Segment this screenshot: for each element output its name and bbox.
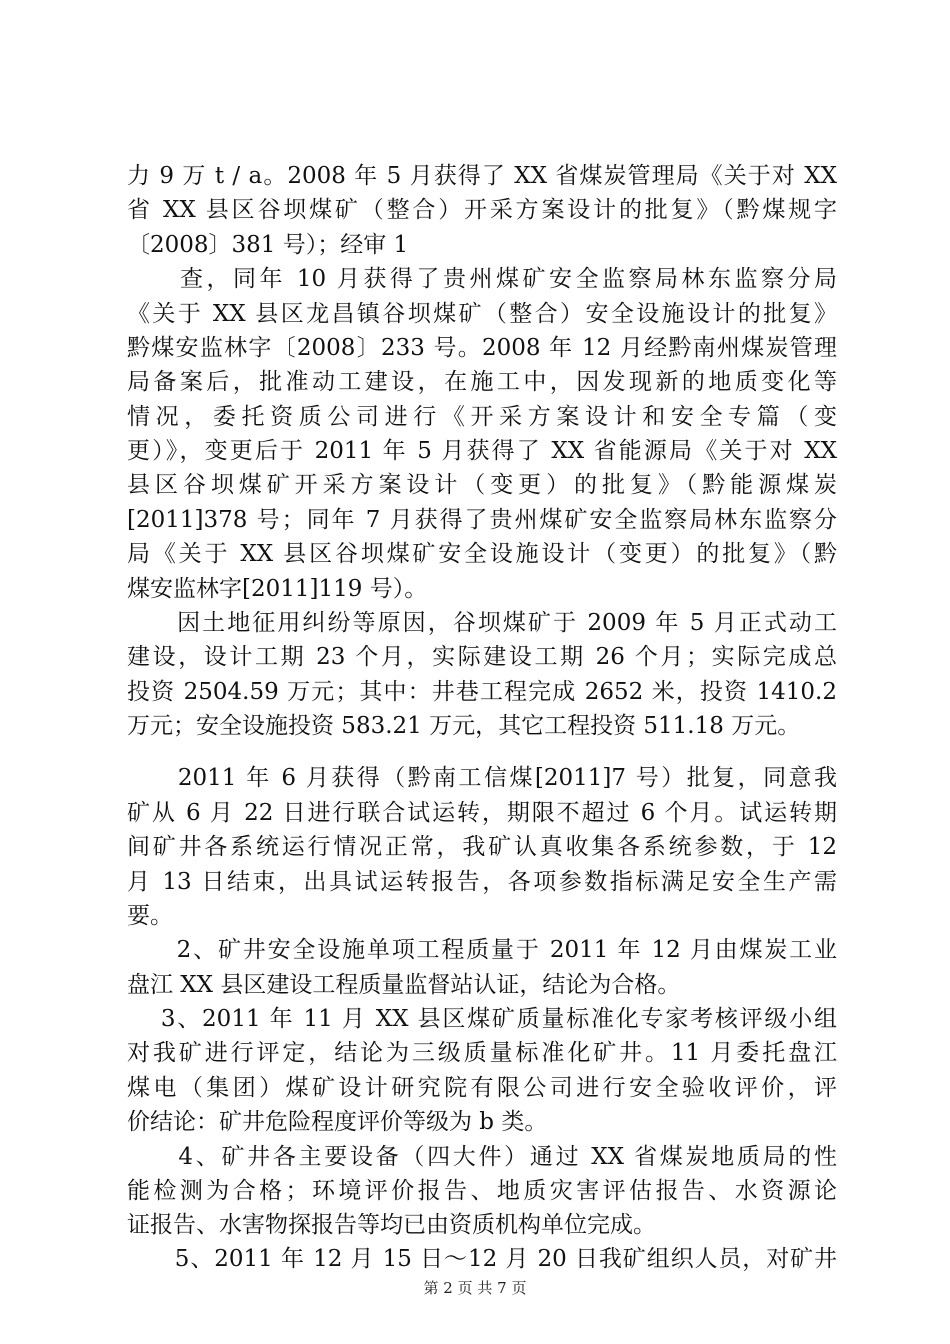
text-line: 万元；安全设施投资 583.21 万元，其它工程投资 511.18 万元。 — [127, 713, 801, 739]
text-line: 〔2008〕381 号）；经审 1 — [127, 232, 409, 258]
text-line: 月 13 日结束，出具试运转报告，各项参数指标满足安全生产需 — [127, 869, 837, 895]
text-line: 局《关于 XX 县区谷坝煤矿安全设施设计（变更）的批复》（黔 — [127, 541, 837, 567]
text-line: 省 XX 县区谷坝煤矿（整合）开采方案设计的批复》（黔煤规字 — [127, 197, 837, 223]
text-line: 价结论：矿井危险程度评价等级为 b 类。 — [127, 1109, 548, 1135]
text-line: 要。 — [127, 903, 173, 929]
text-line: 2、矿井安全设施单项工程质量于 2011 年 12 月由煤炭工业 — [127, 937, 837, 963]
text-line: 证报告、水害物探报告等均已由资质机构单位完成。 — [127, 1212, 656, 1238]
text-line: 力 9 万 t / a。2008 年 5 月获得了 XX 省煤炭管理局《关于对 XX — [127, 163, 837, 189]
page-footer: 第 2 页 共 7 页 — [423, 1279, 527, 1297]
text-line: 矿从 6 月 22 日进行联合试运转，期限不超过 6 个月。试运转期 — [127, 800, 837, 826]
text-line: 间矿井各系统运行情况正常，我矿认真收集各系统参数，于 12 — [127, 834, 837, 860]
text-line: 盘江 XX 县区建设工程质量监督站认证，结论为合格。 — [127, 972, 681, 998]
text-line: 查，同年 10 月获得了贵州煤矿安全监察局林东监察分局 — [127, 266, 837, 292]
text-line: 对我矿进行评定，结论为三级质量标准化矿井。11 月委托盘江 — [127, 1040, 837, 1066]
text-line: 能检测为合格；环境评价报告、地质灾害评估报告、水资源论 — [127, 1178, 837, 1204]
text-line: 煤安监林字[2011]119 号）。 — [127, 576, 428, 602]
text-line: 更）》，变更后于 2011 年 5 月获得了 XX 省能源局《关于对 XX — [127, 438, 837, 464]
text-line: 县区谷坝煤矿开采方案设计（变更）的批复》（黔能源煤炭 — [127, 472, 837, 498]
text-line: 局备案后，批准动工建设，在施工中，因发现新的地质变化等 — [127, 369, 837, 395]
text-line: 《关于 XX 县区龙昌镇谷坝煤矿（整合）安全设施设计的批复》 — [127, 301, 837, 327]
text-line: 煤电（集团）煤矿设计研究院有限公司进行安全验收评价，评 — [127, 1075, 837, 1101]
text-line: 4、矿井各主要设备（四大件）通过 XX 省煤炭地质局的性 — [127, 1144, 837, 1170]
text-line: 投资 2504.59 万元；其中：井巷工程完成 2652 米，投资 1410.2 — [127, 679, 837, 705]
text-line: 5、2011 年 12 月 15 日～12 月 20 日我矿组织人员，对矿井 — [127, 1246, 837, 1272]
text-line: 情况，委托资质公司进行《开采方案设计和安全专篇（变 — [127, 404, 837, 430]
text-line: [2011]378 号；同年 7 月获得了贵州煤矿安全监察局林东监察分 — [127, 507, 837, 533]
text-line: 因土地征用纠纷等原因，谷坝煤矿于 2009 年 5 月正式动工 — [127, 610, 837, 636]
text-line: 建设，设计工期 23 个月，实际建设工期 26 个月；实际完成总 — [127, 644, 837, 670]
text-line: 黔煤安监林字〔2008〕233 号。2008 年 12 月经黔南州煤炭管理 — [127, 335, 837, 361]
text-line: 3、2011 年 11 月 XX 县区煤矿质量标准化专家考核评级小组 — [127, 1006, 837, 1032]
text-line: 2011 年 6 月获得（黔南工信煤[2011]7 号）批复，同意我 — [127, 765, 837, 791]
